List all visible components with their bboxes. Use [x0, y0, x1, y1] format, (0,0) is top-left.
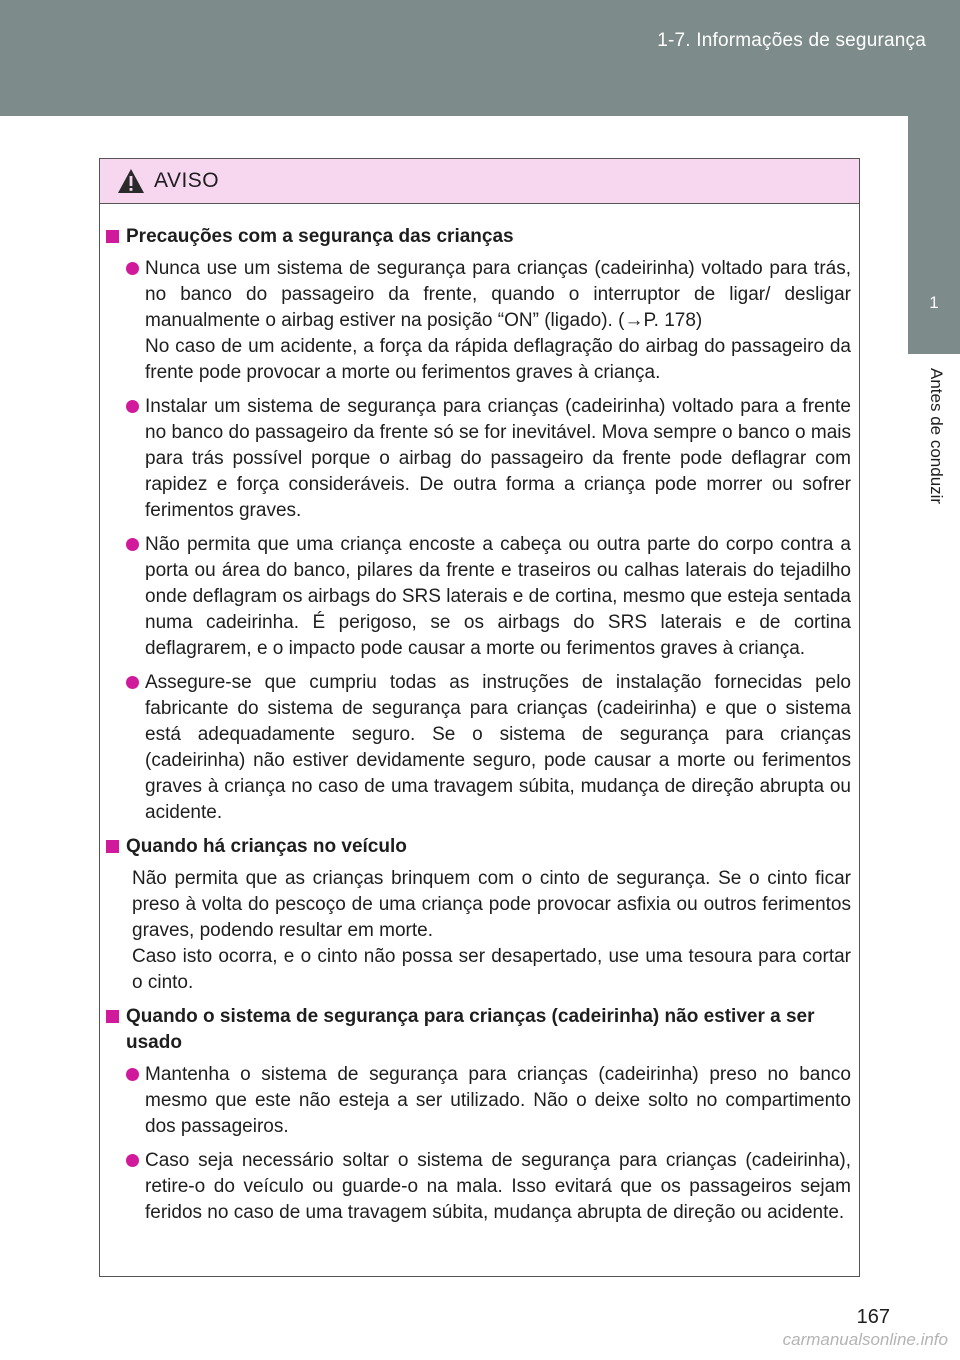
section-paragraph: Não permita que as crianças brinquem com o cinto de segurança. Se o cinto ficar preso à volta do pescoço de uma criança pode provocar asfixia ou outros ferimentos graves, podendo resultar em morte. Caso isto ocorra, e o cinto não possa ser desapertado, use uma tesoura para cortar o cinto.: [132, 868, 851, 993]
list-item-text: Mantenha o sistema de segurança para crianças (cadeirinha) preso no banco mesmo que este não esteja a ser utilizado. Não o deixe solto no compartimento dos passageiros.: [145, 1064, 851, 1137]
list-item-text: Caso seja necessário soltar o sistema de segurança para crianças (cadeirinha), retire-o do veículo ou guarde-o na mala. Isso evitará que os passageiros sejam feridos no caso de uma travagem súbita, mudança abrupta de direção ou acidente.: [145, 1150, 851, 1223]
list-item: [126, 532, 851, 662]
section-heading: [106, 1004, 851, 1056]
list-item: [126, 256, 851, 386]
list-item-text: Assegure-se que cumpriu todas as instruções de instalação fornecidas pelo fabricante do sistema de segurança para crianças (cadeirinha) e que o sistema está adequadamente seguro. Se o sistema de segurança para crianças (cadeirinha) não estiver devidamente seguro, pode causar a morte ou ferimentos graves à criança no caso de uma travagem súbita, mudança de direção abrupta ou acidente.: [145, 672, 851, 823]
circle-bullet-icon: [126, 262, 139, 275]
warning-content: [100, 204, 859, 1226]
list-item: [126, 1062, 851, 1140]
section-heading-text: Quando há crianças no veículo: [126, 836, 407, 857]
square-bullet-icon: [106, 230, 119, 243]
circle-bullet-icon: [126, 400, 139, 413]
circle-bullet-icon: [126, 1154, 139, 1167]
square-bullet-icon: [106, 840, 119, 853]
list-item: [126, 394, 851, 524]
list-item-text: Nunca use um sistema de segurança para crianças (cadeirinha) voltado para trás, no banco do passageiro da frente, quando o interruptor de ligar/ desligar manualmente o airbag estiver na posição “ON” (ligado). (→P. 178) No caso de um acidente, a força da rápida deflagração do airbag do passageiro da frente pode provocar a morte ou ferimentos graves à criança.: [145, 258, 851, 383]
section-heading: [106, 224, 851, 250]
section-heading-text: Precauções com a segurança das crianças: [126, 226, 514, 247]
side-tab-upper: [908, 116, 960, 252]
circle-bullet-icon: [126, 676, 139, 689]
warning-box: [99, 158, 860, 1277]
section-title: 1-7. Informações de segurança: [657, 30, 926, 51]
section-heading-text: Quando o sistema de segurança para crianças (cadeirinha) não estiver a ser usado: [126, 1006, 815, 1053]
warning-title: AVISO: [154, 169, 220, 192]
warning-triangle-icon: [116, 167, 146, 195]
list-item-text: Instalar um sistema de segurança para crianças (cadeirinha) voltado para a frente no banco do passageiro da frente só se for inevitável. Mova sempre o banco o mais para trás possível porque o airbag do passageiro da frente pode deflagrar com rapidez e força consideráveis. De outra forma a criança pode morrer ou sofrer ferimentos graves.: [145, 396, 851, 521]
list-item-text: Não permita que uma criança encoste a cabeça ou outra parte do corpo contra a porta ou área do banco, pilares da frente e traseiros ou calhas laterais do tejadilho onde deflagram os airbags do SRS laterais e de cortina, mesmo que esteja sentada numa cadeirinha. É perigoso, se os airbags do SRS laterais e de cortina deflagrarem, e o impacto pode causar a morte ou ferimentos graves à criança.: [145, 534, 851, 659]
warning-header: [100, 159, 859, 204]
circle-bullet-icon: [126, 538, 139, 551]
chapter-label: Antes de conduzir: [927, 368, 946, 505]
list-item: [126, 1148, 851, 1226]
circle-bullet-icon: [126, 1068, 139, 1081]
chapter-number: 1: [908, 252, 960, 354]
square-bullet-icon: [106, 1010, 119, 1023]
list-item: [126, 670, 851, 826]
section-heading: [106, 834, 851, 860]
header-bar: [0, 0, 960, 116]
page-number: 167: [856, 1306, 890, 1328]
watermark: carmanualsonline.info: [782, 1330, 948, 1349]
